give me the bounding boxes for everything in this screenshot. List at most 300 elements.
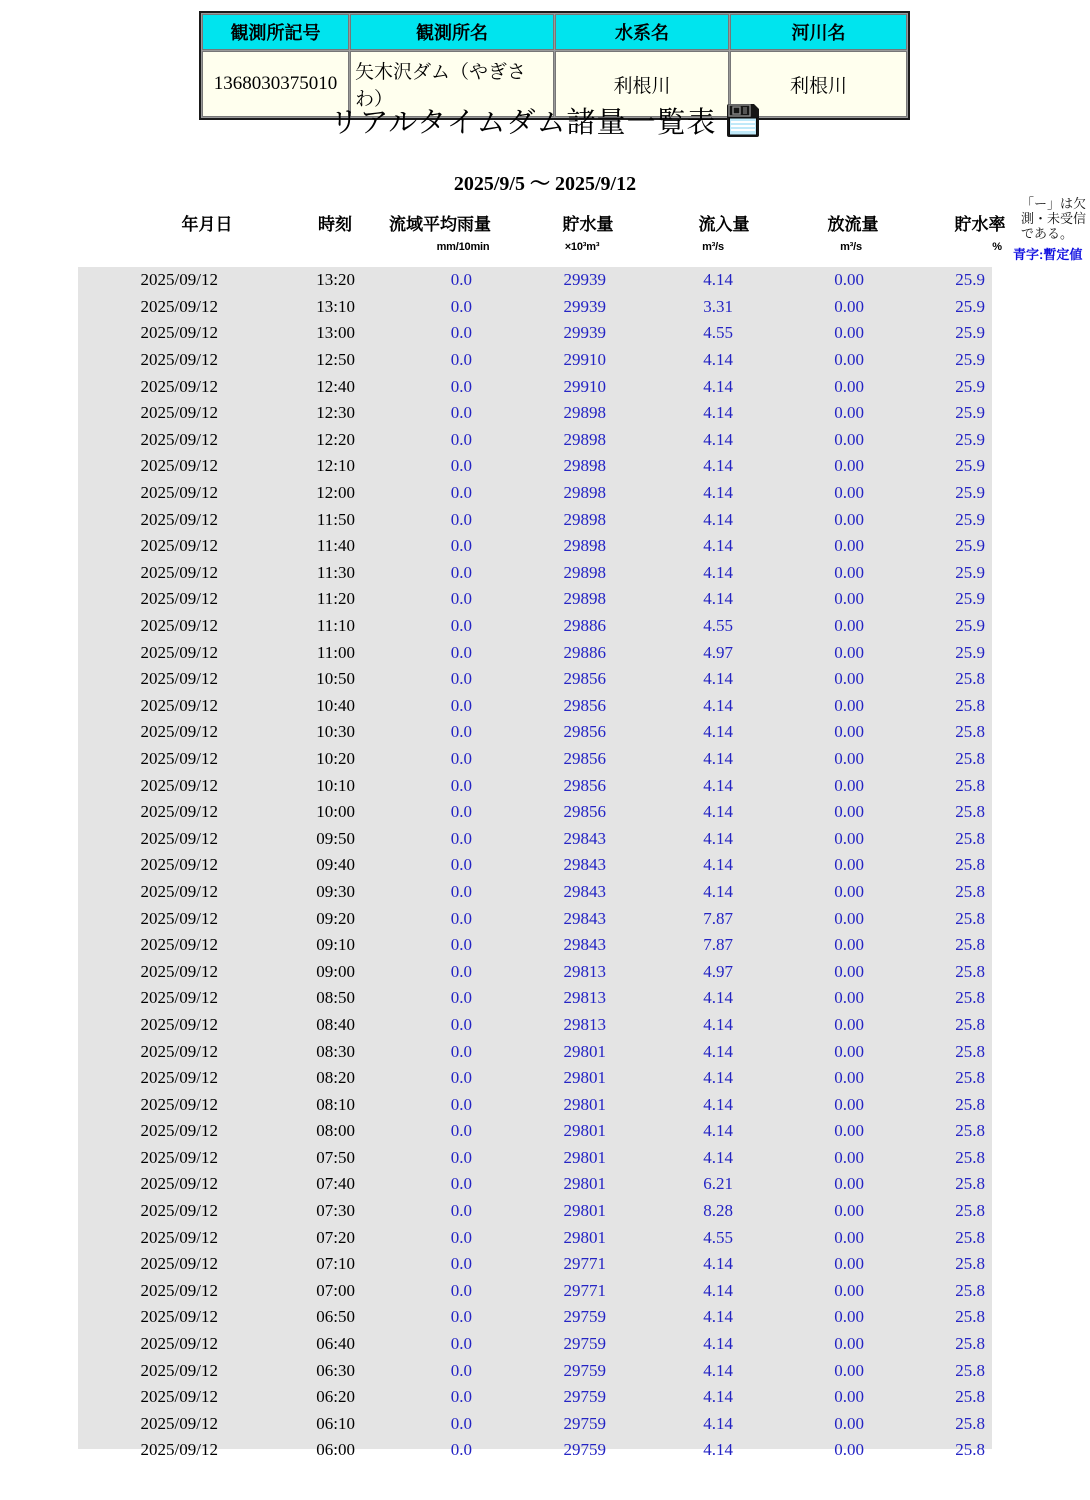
cell-date: 2025/09/12 [140, 828, 218, 848]
cell-outflow: 0.00 [834, 403, 864, 423]
cell-rainfall: 0.0 [450, 1254, 472, 1274]
cell-storage: 29813 [563, 961, 606, 981]
cell-rainfall: 0.0 [450, 775, 472, 795]
cell-time: 13:10 [316, 296, 355, 316]
cell-outflow: 0.00 [834, 456, 864, 476]
table-row [78, 1145, 992, 1172]
cell-time: 09:20 [316, 908, 355, 928]
cell-storage-rate: 25.8 [955, 1174, 985, 1194]
cell-rainfall: 0.0 [450, 1307, 472, 1327]
cell-inflow: 4.14 [703, 456, 733, 476]
water-system-header: 水系名 [555, 14, 729, 50]
data-table [78, 267, 992, 1460]
cell-rainfall: 0.0 [450, 935, 472, 955]
cell-time: 12:40 [316, 376, 355, 396]
cell-storage: 29759 [563, 1360, 606, 1380]
cell-date: 2025/09/12 [140, 961, 218, 981]
cell-date: 2025/09/12 [140, 562, 218, 582]
cell-inflow: 4.14 [703, 1360, 733, 1380]
cell-outflow: 0.00 [834, 695, 864, 715]
cell-outflow: 0.00 [834, 1068, 864, 1088]
cell-inflow: 4.14 [703, 855, 733, 875]
cell-time: 08:10 [316, 1094, 355, 1114]
cell-rainfall: 0.0 [450, 642, 472, 662]
col-header-inflow: 流入量 [698, 215, 750, 234]
cell-storage: 29939 [563, 323, 606, 343]
cell-time: 07:10 [316, 1254, 355, 1274]
cell-time: 10:10 [316, 775, 355, 795]
col-header-outflow: 放流量 [827, 215, 879, 234]
cell-storage-rate: 25.8 [955, 1014, 985, 1034]
cell-storage-rate: 25.9 [955, 536, 985, 556]
cell-inflow: 4.14 [703, 1041, 733, 1061]
cell-rainfall: 0.0 [450, 270, 472, 290]
cell-storage-rate: 25.9 [955, 270, 985, 290]
cell-storage: 29856 [563, 695, 606, 715]
cell-inflow: 4.14 [703, 1147, 733, 1167]
cell-storage: 29759 [563, 1387, 606, 1407]
cell-date: 2025/09/12 [140, 296, 218, 316]
cell-storage-rate: 25.9 [955, 642, 985, 662]
cell-outflow: 0.00 [834, 1307, 864, 1327]
table-row [78, 799, 992, 826]
cell-rainfall: 0.0 [450, 1068, 472, 1088]
cell-outflow: 0.00 [834, 350, 864, 370]
cell-outflow: 0.00 [834, 908, 864, 928]
cell-storage: 29856 [563, 775, 606, 795]
table-row [78, 373, 992, 400]
table-row [78, 772, 992, 799]
cell-inflow: 4.14 [703, 1121, 733, 1141]
cell-date: 2025/09/12 [140, 855, 218, 875]
cell-storage-rate: 25.8 [955, 1041, 985, 1061]
cell-date: 2025/09/12 [140, 1387, 218, 1407]
cell-storage-rate: 25.8 [955, 988, 985, 1008]
cell-inflow: 4.14 [703, 1094, 733, 1114]
cell-storage-rate: 25.9 [955, 350, 985, 370]
unit-storage-rate: % [992, 241, 1002, 253]
cell-date: 2025/09/12 [140, 988, 218, 1008]
cell-rainfall: 0.0 [450, 403, 472, 423]
cell-rainfall: 0.0 [450, 881, 472, 901]
cell-date: 2025/09/12 [140, 722, 218, 742]
cell-date: 2025/09/12 [140, 1227, 218, 1247]
table-row [78, 1038, 992, 1065]
table-row [78, 1357, 992, 1384]
cell-inflow: 4.14 [703, 403, 733, 423]
date-range: 2025/9/5 ～ 2025/9/12 [453, 173, 637, 195]
cell-inflow: 4.14 [703, 1413, 733, 1433]
cell-storage-rate: 25.9 [955, 509, 985, 529]
cell-time: 09:40 [316, 855, 355, 875]
table-row [78, 533, 992, 560]
cell-time: 11:40 [316, 536, 355, 556]
table-row [78, 985, 992, 1012]
cell-storage-rate: 25.9 [955, 376, 985, 396]
cell-date: 2025/09/12 [140, 1174, 218, 1194]
cell-time: 09:10 [316, 935, 355, 955]
cell-outflow: 0.00 [834, 1360, 864, 1380]
cell-time: 09:30 [316, 881, 355, 901]
cell-outflow: 0.00 [834, 1440, 864, 1460]
table-row [78, 746, 992, 773]
cell-time: 12:10 [316, 456, 355, 476]
table-row [78, 1171, 992, 1198]
cell-time: 06:30 [316, 1360, 355, 1380]
cell-date: 2025/09/12 [140, 1094, 218, 1114]
table-row [78, 400, 992, 427]
cell-storage-rate: 25.8 [955, 722, 985, 742]
cell-inflow: 4.14 [703, 695, 733, 715]
cell-storage-rate: 25.8 [955, 1413, 985, 1433]
cell-time: 10:30 [316, 722, 355, 742]
cell-outflow: 0.00 [834, 669, 864, 689]
cell-outflow: 0.00 [834, 961, 864, 981]
cell-time: 08:40 [316, 1014, 355, 1034]
cell-storage: 29801 [563, 1121, 606, 1141]
cell-inflow: 4.14 [703, 802, 733, 822]
cell-time: 13:20 [316, 270, 355, 290]
cell-storage-rate: 25.8 [955, 1227, 985, 1247]
cell-storage-rate: 25.9 [955, 429, 985, 449]
station-code-value: 1368030375010 [202, 51, 349, 117]
cell-storage: 29843 [563, 828, 606, 848]
cell-storage: 29801 [563, 1227, 606, 1247]
cell-storage: 29771 [563, 1254, 606, 1274]
cell-storage-rate: 25.9 [955, 483, 985, 503]
cell-rainfall: 0.0 [450, 1174, 472, 1194]
cell-date: 2025/09/12 [140, 642, 218, 662]
cell-outflow: 0.00 [834, 562, 864, 582]
cell-storage-rate: 25.8 [955, 961, 985, 981]
cell-storage: 29759 [563, 1440, 606, 1460]
table-row [78, 1437, 992, 1464]
cell-rainfall: 0.0 [450, 1121, 472, 1141]
cell-time: 08:20 [316, 1068, 355, 1088]
table-row [78, 905, 992, 932]
cell-rainfall: 0.0 [450, 1280, 472, 1300]
cell-storage: 29843 [563, 908, 606, 928]
cell-time: 11:00 [316, 642, 355, 662]
cell-storage-rate: 25.9 [955, 296, 985, 316]
table-row [78, 1118, 992, 1145]
col-header-date: 年月日 [181, 215, 233, 234]
cell-inflow: 4.14 [703, 828, 733, 848]
cell-time: 06:40 [316, 1334, 355, 1354]
cell-outflow: 0.00 [834, 1174, 864, 1194]
cell-outflow: 0.00 [834, 748, 864, 768]
cell-rainfall: 0.0 [450, 1147, 472, 1167]
cell-rainfall: 0.0 [450, 323, 472, 343]
cell-rainfall: 0.0 [450, 296, 472, 316]
table-row [78, 879, 992, 906]
cell-outflow: 0.00 [834, 1121, 864, 1141]
table-row [78, 613, 992, 640]
cell-inflow: 4.55 [703, 616, 733, 636]
cell-storage-rate: 25.8 [955, 695, 985, 715]
cell-date: 2025/09/12 [140, 1121, 218, 1141]
col-header-storage-rate: 貯水率 [954, 215, 1006, 234]
cell-outflow: 0.00 [834, 828, 864, 848]
cell-date: 2025/09/12 [140, 1201, 218, 1221]
cell-rainfall: 0.0 [450, 350, 472, 370]
cell-time: 07:50 [316, 1147, 355, 1167]
missing-data-note-line2: 測・未受信 [1021, 211, 1087, 226]
cell-rainfall: 0.0 [450, 1227, 472, 1247]
cell-date: 2025/09/12 [140, 483, 218, 503]
cell-rainfall: 0.0 [450, 429, 472, 449]
cell-storage-rate: 25.8 [955, 1094, 985, 1114]
cell-storage: 29898 [563, 589, 606, 609]
col-header-time: 時刻 [318, 215, 352, 234]
unit-storage: ×10³m³ [564, 241, 600, 253]
cell-storage: 29939 [563, 296, 606, 316]
cell-storage: 29898 [563, 456, 606, 476]
cell-date: 2025/09/12 [140, 270, 218, 290]
cell-storage: 29910 [563, 350, 606, 370]
cell-storage-rate: 25.8 [955, 1307, 985, 1327]
cell-outflow: 0.00 [834, 1413, 864, 1433]
cell-date: 2025/09/12 [140, 695, 218, 715]
cell-time: 06:00 [316, 1440, 355, 1460]
water-system-value: 利根川 [555, 51, 729, 117]
cell-storage-rate: 25.8 [955, 1201, 985, 1221]
cell-storage-rate: 25.8 [955, 748, 985, 768]
cell-rainfall: 0.0 [450, 1201, 472, 1221]
cell-time: 07:40 [316, 1174, 355, 1194]
cell-storage-rate: 25.8 [955, 775, 985, 795]
table-row [78, 1384, 992, 1411]
station-name-header: 観測所名 [350, 14, 554, 50]
cell-inflow: 8.28 [703, 1201, 733, 1221]
cell-date: 2025/09/12 [140, 456, 218, 476]
cell-storage-rate: 25.9 [955, 403, 985, 423]
cell-inflow: 4.14 [703, 589, 733, 609]
floppy-disk-save-icon[interactable] [725, 102, 761, 139]
cell-outflow: 0.00 [834, 1014, 864, 1034]
cell-rainfall: 0.0 [450, 1387, 472, 1407]
cell-inflow: 3.31 [703, 296, 733, 316]
table-row [78, 639, 992, 666]
cell-storage: 29856 [563, 669, 606, 689]
table-row [78, 320, 992, 347]
data-table-body [78, 267, 992, 1464]
cell-time: 12:20 [316, 429, 355, 449]
cell-storage-rate: 25.8 [955, 1147, 985, 1167]
page-title: リアルタイムダム諸量一覧表 [329, 107, 717, 139]
cell-rainfall: 0.0 [450, 376, 472, 396]
cell-storage: 29843 [563, 881, 606, 901]
table-row [78, 1224, 992, 1251]
cell-storage-rate: 25.8 [955, 1387, 985, 1407]
cell-storage: 29898 [563, 403, 606, 423]
cell-date: 2025/09/12 [140, 775, 218, 795]
cell-storage-rate: 25.9 [955, 589, 985, 609]
table-row [78, 693, 992, 720]
cell-outflow: 0.00 [834, 1094, 864, 1114]
cell-inflow: 4.14 [703, 350, 733, 370]
cell-time: 09:50 [316, 828, 355, 848]
cell-time: 07:00 [316, 1280, 355, 1300]
table-row [78, 1012, 992, 1039]
cell-outflow: 0.00 [834, 988, 864, 1008]
cell-rainfall: 0.0 [450, 589, 472, 609]
cell-storage-rate: 25.9 [955, 562, 985, 582]
cell-outflow: 0.00 [834, 536, 864, 556]
cell-date: 2025/09/12 [140, 669, 218, 689]
cell-date: 2025/09/12 [140, 509, 218, 529]
cell-inflow: 4.14 [703, 509, 733, 529]
cell-outflow: 0.00 [834, 589, 864, 609]
cell-storage: 29813 [563, 988, 606, 1008]
cell-date: 2025/09/12 [140, 1440, 218, 1460]
cell-rainfall: 0.0 [450, 669, 472, 689]
cell-time: 08:30 [316, 1041, 355, 1061]
cell-outflow: 0.00 [834, 802, 864, 822]
cell-inflow: 4.14 [703, 1307, 733, 1327]
cell-storage-rate: 25.9 [955, 323, 985, 343]
cell-outflow: 0.00 [834, 296, 864, 316]
table-row [78, 480, 992, 507]
cell-storage: 29801 [563, 1201, 606, 1221]
cell-rainfall: 0.0 [450, 456, 472, 476]
cell-time: 10:50 [316, 669, 355, 689]
cell-storage: 29813 [563, 1014, 606, 1034]
cell-storage-rate: 25.9 [955, 456, 985, 476]
cell-storage-rate: 25.8 [955, 881, 985, 901]
cell-storage-rate: 25.8 [955, 828, 985, 848]
cell-outflow: 0.00 [834, 1280, 864, 1300]
table-row [78, 347, 992, 374]
cell-outflow: 0.00 [834, 1201, 864, 1221]
cell-storage: 29886 [563, 616, 606, 636]
col-header-rainfall: 流域平均雨量 [389, 215, 491, 234]
cell-rainfall: 0.0 [450, 908, 472, 928]
cell-inflow: 4.14 [703, 1068, 733, 1088]
table-row [78, 1251, 992, 1278]
cell-storage: 29759 [563, 1413, 606, 1433]
cell-rainfall: 0.0 [450, 509, 472, 529]
cell-time: 08:00 [316, 1121, 355, 1141]
cell-storage-rate: 25.8 [955, 855, 985, 875]
cell-rainfall: 0.0 [450, 1440, 472, 1460]
cell-date: 2025/09/12 [140, 1280, 218, 1300]
cell-time: 12:30 [316, 403, 355, 423]
cell-inflow: 4.14 [703, 669, 733, 689]
cell-inflow: 4.97 [703, 961, 733, 981]
cell-rainfall: 0.0 [450, 961, 472, 981]
cell-outflow: 0.00 [834, 642, 864, 662]
cell-time: 11:10 [316, 616, 355, 636]
cell-storage: 29801 [563, 1147, 606, 1167]
cell-rainfall: 0.0 [450, 1014, 472, 1034]
missing-data-note [1021, 196, 1086, 241]
cell-storage-rate: 25.8 [955, 669, 985, 689]
table-row [78, 825, 992, 852]
cell-time: 10:00 [316, 802, 355, 822]
cell-date: 2025/09/12 [140, 881, 218, 901]
cell-storage: 29898 [563, 483, 606, 503]
cell-outflow: 0.00 [834, 616, 864, 636]
cell-storage: 29771 [563, 1280, 606, 1300]
cell-date: 2025/09/12 [140, 1041, 218, 1061]
cell-storage-rate: 25.8 [955, 1121, 985, 1141]
cell-date: 2025/09/12 [140, 1307, 218, 1327]
cell-inflow: 4.14 [703, 1014, 733, 1034]
cell-inflow: 4.55 [703, 323, 733, 343]
table-row [78, 1198, 992, 1225]
cell-outflow: 0.00 [834, 1147, 864, 1167]
cell-outflow: 0.00 [834, 429, 864, 449]
table-row [78, 719, 992, 746]
cell-inflow: 4.14 [703, 988, 733, 1008]
river-name-value: 利根川 [730, 51, 907, 117]
cell-rainfall: 0.0 [450, 802, 472, 822]
cell-date: 2025/09/12 [140, 536, 218, 556]
table-row [78, 1304, 992, 1331]
table-row [78, 267, 992, 294]
table-row [78, 586, 992, 613]
cell-storage: 29843 [563, 855, 606, 875]
station-name-value: 矢木沢ダム（やぎさわ） [350, 51, 554, 117]
cell-rainfall: 0.0 [450, 855, 472, 875]
cell-rainfall: 0.0 [450, 748, 472, 768]
cell-inflow: 4.14 [703, 1280, 733, 1300]
unit-outflow: m³/s [840, 241, 862, 253]
cell-inflow: 4.55 [703, 1227, 733, 1247]
cell-date: 2025/09/12 [140, 1068, 218, 1088]
cell-rainfall: 0.0 [450, 695, 472, 715]
cell-inflow: 4.14 [703, 1387, 733, 1407]
cell-storage: 29856 [563, 802, 606, 822]
cell-outflow: 0.00 [834, 855, 864, 875]
cell-date: 2025/09/12 [140, 908, 218, 928]
provisional-value-note: 青字:暫定値 [1013, 247, 1083, 262]
table-row [78, 506, 992, 533]
cell-outflow: 0.00 [834, 1387, 864, 1407]
cell-inflow: 7.87 [703, 908, 733, 928]
cell-outflow: 0.00 [834, 483, 864, 503]
cell-date: 2025/09/12 [140, 1334, 218, 1354]
cell-storage: 29898 [563, 536, 606, 556]
cell-time: 11:20 [316, 589, 355, 609]
cell-date: 2025/09/12 [140, 429, 218, 449]
cell-time: 10:40 [316, 695, 355, 715]
cell-storage-rate: 25.8 [955, 802, 985, 822]
cell-date: 2025/09/12 [140, 616, 218, 636]
cell-time: 09:00 [316, 961, 355, 981]
table-row [78, 453, 992, 480]
cell-storage: 29886 [563, 642, 606, 662]
table-row [78, 1065, 992, 1092]
station-code-header: 観測所記号 [202, 14, 349, 50]
cell-rainfall: 0.0 [450, 536, 472, 556]
cell-storage: 29898 [563, 509, 606, 529]
table-row [78, 666, 992, 693]
cell-rainfall: 0.0 [450, 483, 472, 503]
cell-inflow: 4.14 [703, 1334, 733, 1354]
cell-outflow: 0.00 [834, 509, 864, 529]
cell-inflow: 4.97 [703, 642, 733, 662]
table-row [78, 1411, 992, 1438]
cell-inflow: 4.14 [703, 376, 733, 396]
cell-date: 2025/09/12 [140, 589, 218, 609]
cell-storage: 29801 [563, 1094, 606, 1114]
unit-inflow: m³/s [702, 241, 724, 253]
missing-data-note-line3: である。 [1021, 226, 1074, 241]
cell-date: 2025/09/12 [140, 376, 218, 396]
cell-outflow: 0.00 [834, 722, 864, 742]
